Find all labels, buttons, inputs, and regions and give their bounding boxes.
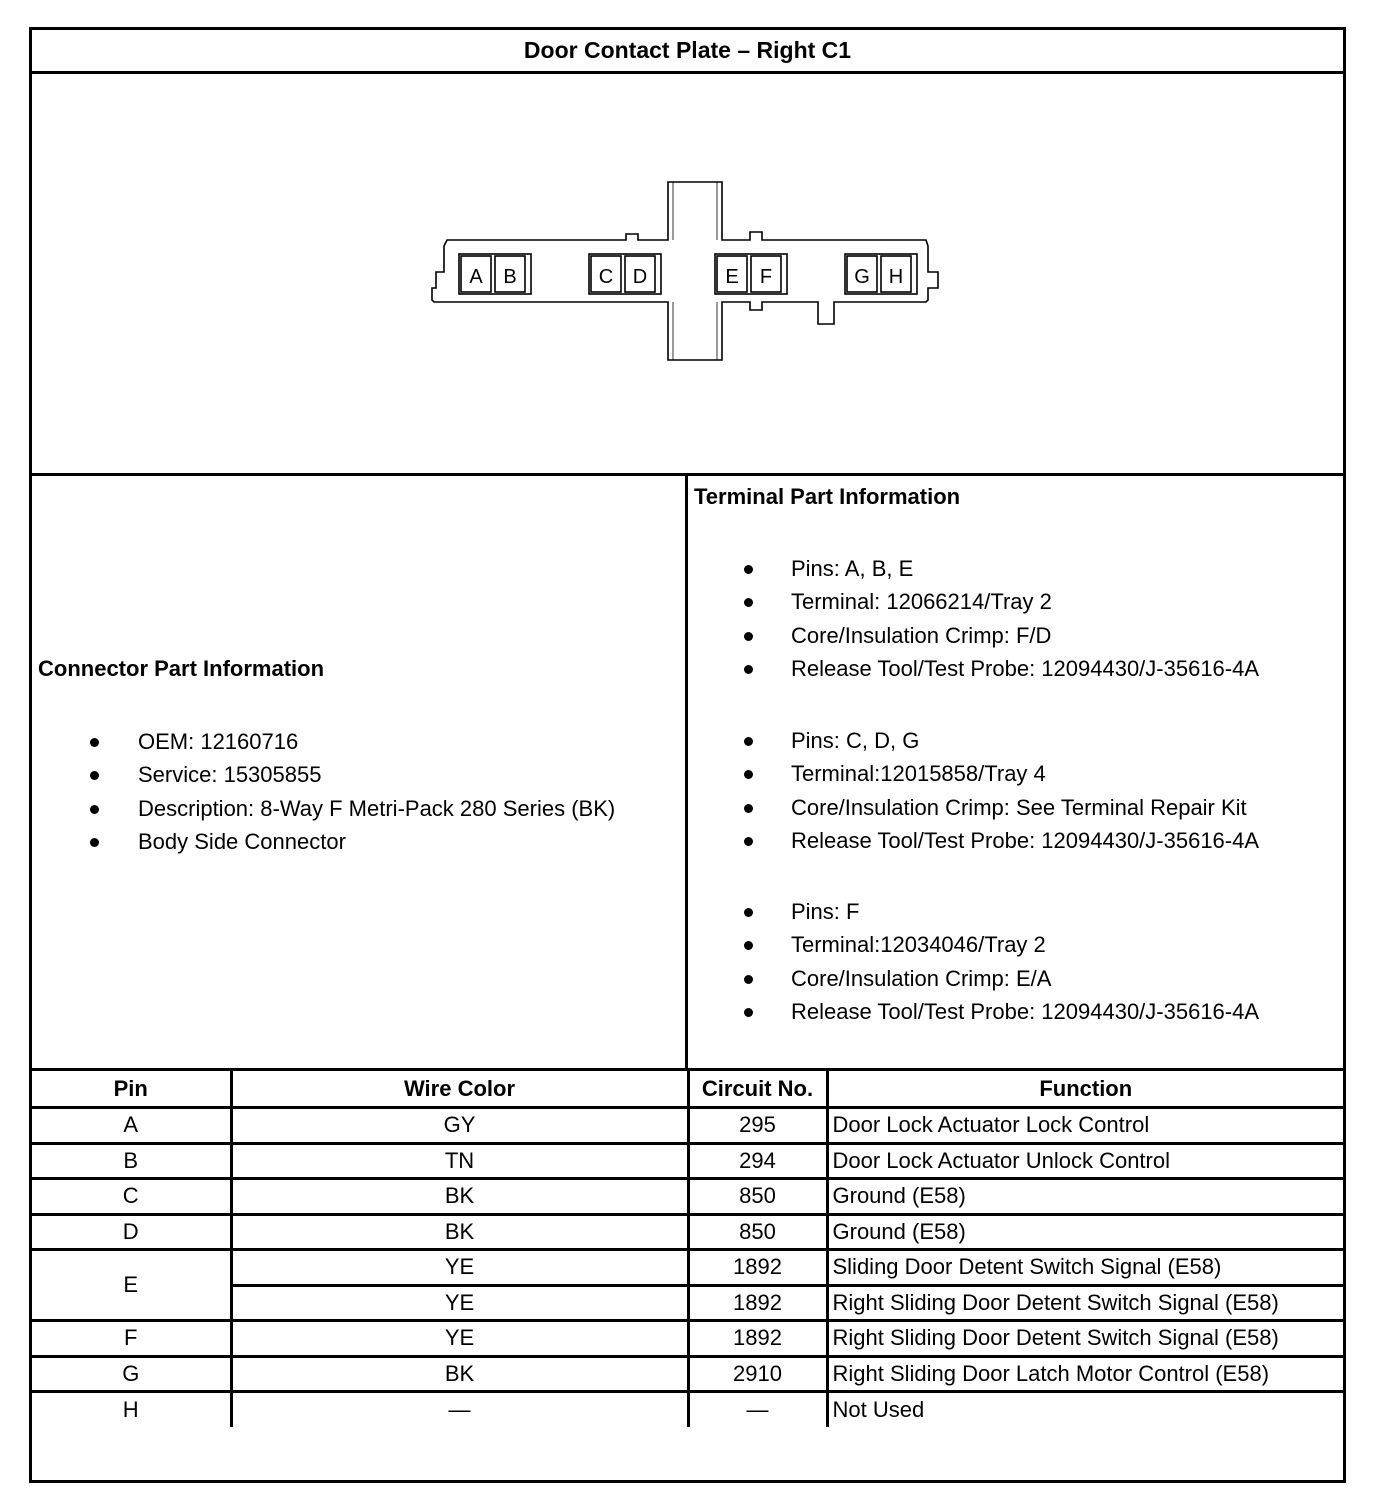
list-item: Pins: A, B, E [744,552,1259,585]
connector-info-list [90,725,615,859]
connector-part-info [32,476,688,1071]
terminal-group-2 [744,724,1259,858]
wire-color-cell: BK [231,1214,688,1250]
table-row [32,1250,1343,1286]
table-row [32,1214,1343,1250]
wire-color-cell: BK [231,1179,688,1215]
bullet-icon [744,975,753,984]
pin-cell: F [32,1321,231,1357]
cavity-frames [459,254,917,294]
table-row [32,1392,1343,1428]
list-item: Terminal:12015858/Tray 4 [744,757,1259,790]
header-function: Function [827,1070,1343,1108]
header-wire-color: Wire Color [231,1070,688,1108]
bullet-icon [744,908,753,917]
connector-sheet [29,27,1346,1483]
list-item: Description: 8-Way F Metri-Pack 280 Series (BK) [90,792,615,825]
list-item: Release Tool/Test Probe: 12094430/J-35616-4A [744,995,1259,1028]
pin-table [32,1068,1343,1427]
bullet-icon [744,632,753,641]
cavity-label-d: D [632,266,648,288]
terminal-group-3 [744,895,1259,1029]
wire-color-cell: YE [231,1321,688,1357]
cavity-label-g: G [854,266,870,288]
function-cell: Ground (E58) [827,1214,1343,1250]
pin-cell: H [32,1392,231,1428]
list-item: Terminal: 12066214/Tray 2 [744,585,1259,618]
circuit-cell: 1892 [688,1250,827,1286]
table-row [32,1108,1343,1144]
wire-color-cell: TN [231,1143,688,1179]
header-pin: Pin [32,1070,231,1108]
cavity-label-e: E [725,266,739,288]
list-item: OEM: 12160716 [90,725,615,758]
pin-cell: A [32,1108,231,1144]
pin-cell: C [32,1179,231,1215]
list-item: Service: 15305855 [90,758,615,791]
function-cell: Right Sliding Door Detent Switch Signal (E58) [827,1321,1343,1357]
function-cell: Ground (E58) [827,1179,1343,1215]
pin-cell: E [32,1250,231,1321]
function-cell: Sliding Door Detent Switch Signal (E58) [827,1250,1343,1286]
circuit-cell: 1892 [688,1285,827,1321]
cavity-label-c: C [598,266,614,288]
list-item: Pins: C, D, G [744,724,1259,757]
function-cell: Door Lock Actuator Lock Control [827,1108,1343,1144]
cavity-label-h: H [888,266,904,288]
list-item: Terminal:12034046/Tray 2 [744,928,1259,961]
terminal-group-1 [744,552,1259,686]
bullet-icon [744,565,753,574]
table-header-row [32,1070,1343,1108]
cavity-label-b: B [503,266,517,288]
connector-info-heading: Connector Part Information [38,656,325,681]
part-info-section [32,476,1343,1071]
wire-color-cell: YE [231,1285,688,1321]
function-cell: Right Sliding Door Detent Switch Signal (E58) [827,1285,1343,1321]
header-circuit: Circuit No. [688,1070,827,1108]
cavity-label-f: F [759,266,773,288]
list-item: Release Tool/Test Probe: 12094430/J-35616-4A [744,652,1259,685]
list-item: Body Side Connector [90,825,615,858]
function-cell: Door Lock Actuator Unlock Control [827,1143,1343,1179]
bullet-icon [90,805,99,814]
terminal-part-info [688,476,1343,1071]
bullet-icon [744,737,753,746]
wire-color-cell: — [231,1392,688,1428]
terminal-info-heading: Terminal Part Information [694,484,961,509]
circuit-cell: 294 [688,1143,827,1179]
bullet-icon [90,738,99,747]
list-item: Pins: F [744,895,1259,928]
function-cell: Right Sliding Door Latch Motor Control (E58) [827,1356,1343,1392]
connector-face-drawing [32,74,1343,476]
list-item: Release Tool/Test Probe: 12094430/J-35616-4A [744,824,1259,857]
circuit-cell: 2910 [688,1356,827,1392]
cavity-label-a: A [469,266,483,288]
connector-diagram [32,74,1343,476]
circuit-cell: — [688,1392,827,1428]
page-title: Door Contact Plate – Right C1 [32,30,1343,74]
circuit-cell: 850 [688,1179,827,1215]
table-row [32,1179,1343,1215]
table-row [32,1321,1343,1357]
pin-cell: B [32,1143,231,1179]
list-item: Core/Insulation Crimp: See Terminal Repair Kit [744,791,1259,824]
pin-cell: G [32,1356,231,1392]
wire-color-cell: YE [231,1250,688,1286]
bullet-icon [744,804,753,813]
circuit-cell: 295 [688,1108,827,1144]
list-item: Core/Insulation Crimp: E/A [744,962,1259,995]
circuit-cell: 1892 [688,1321,827,1357]
table-row [32,1143,1343,1179]
pin-cell: D [32,1214,231,1250]
table-row [32,1356,1343,1392]
circuit-cell: 850 [688,1214,827,1250]
list-item: Core/Insulation Crimp: F/D [744,619,1259,652]
wire-color-cell: BK [231,1356,688,1392]
function-cell: Not Used [827,1392,1343,1428]
wire-color-cell: GY [231,1108,688,1144]
